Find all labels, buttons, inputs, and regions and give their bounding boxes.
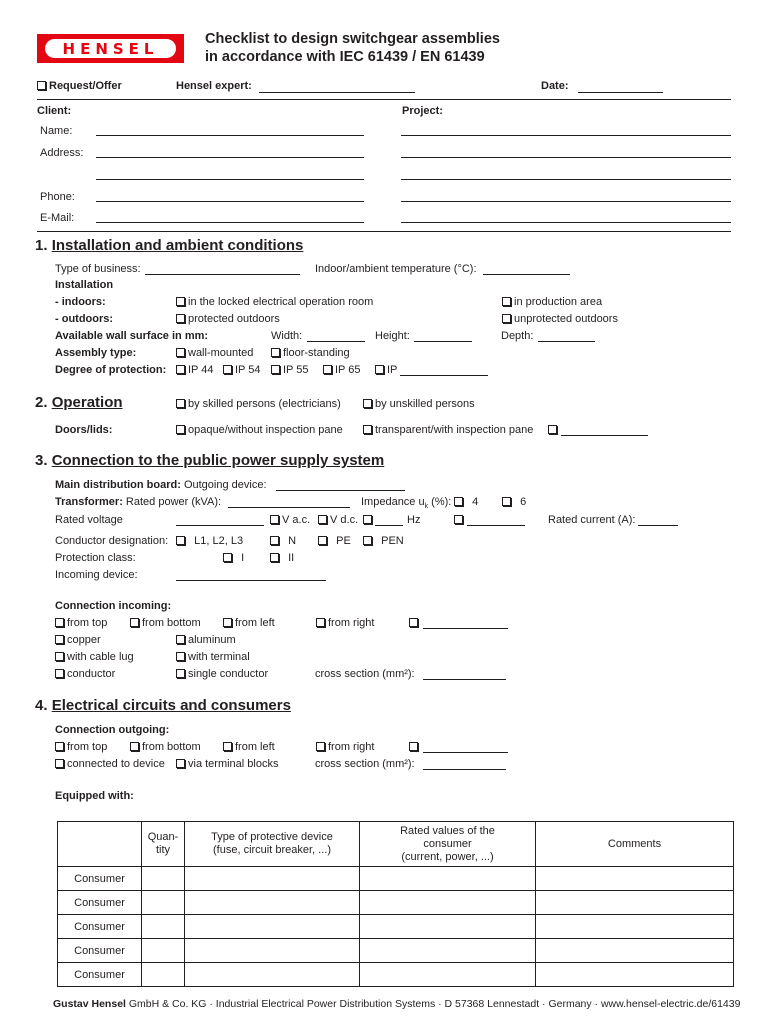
locked-room-option[interactable]: in the locked electrical operation room	[176, 296, 373, 308]
checkbox-icon[interactable]	[55, 669, 64, 678]
client-address-field-2[interactable]	[96, 179, 364, 180]
quantity-cell[interactable]	[142, 963, 185, 987]
project-field-5[interactable]	[401, 222, 731, 223]
footer-company: Gustav Hensel	[53, 998, 126, 1010]
checkbox-icon[interactable]	[55, 652, 64, 661]
wall-mounted-option[interactable]: wall-mounted	[176, 347, 253, 359]
checkbox-icon[interactable]	[55, 618, 64, 627]
in-other-field[interactable]	[423, 628, 508, 629]
checkbox-icon[interactable]	[409, 742, 418, 751]
checkbox-icon[interactable]	[318, 536, 327, 545]
incoming-device-field[interactable]	[176, 580, 326, 581]
email-label: E-Mail:	[40, 212, 75, 224]
checkbox-icon[interactable]	[130, 618, 139, 627]
table-header-comments: Comments	[536, 822, 734, 867]
title-line2: in accordance with IEC 61439 / EN 61439	[205, 49, 485, 65]
checkbox-icon[interactable]	[409, 618, 418, 627]
doors-label: Doors/lids:	[55, 424, 113, 436]
consumer-label: Consumer	[58, 867, 142, 891]
rated-current-label: Rated current (A):	[548, 514, 636, 526]
phone-label: Phone:	[40, 191, 75, 203]
production-area-option[interactable]: in production area	[502, 296, 602, 308]
installation-label: Installation	[55, 279, 114, 291]
vac-option[interactable]: V a.c.	[270, 514, 310, 526]
hz-label: Hz	[407, 514, 421, 526]
checkbox-icon[interactable]	[316, 618, 325, 627]
copper-option[interactable]: copper	[55, 634, 101, 646]
device-cell[interactable]	[185, 891, 360, 915]
table-row	[58, 915, 734, 939]
checkbox-icon[interactable]	[176, 399, 185, 408]
checkbox-icon[interactable]	[176, 348, 185, 357]
table-header-protective-device: Type of protective device (fuse, circuit breaker, ...)	[185, 822, 360, 867]
checkbox-icon[interactable]	[37, 81, 46, 90]
out-from-right-option[interactable]: from right	[316, 741, 374, 753]
vdc-option[interactable]: V d.c.	[318, 514, 358, 526]
checkbox-icon[interactable]	[223, 365, 232, 374]
assembly-type-label: Assembly type:	[55, 347, 137, 359]
comments-cell[interactable]	[536, 867, 734, 891]
date-field[interactable]	[578, 92, 663, 93]
checkbox-icon[interactable]	[176, 536, 185, 545]
conductor-designation-label: Conductor designation:	[55, 535, 169, 547]
equipment-table	[57, 821, 734, 987]
type-of-business-label: Type of business:	[55, 263, 141, 275]
ip55-option[interactable]: IP 55	[271, 364, 309, 376]
checkbox-icon[interactable]	[363, 515, 372, 524]
client-address-field[interactable]	[96, 157, 364, 158]
l123-option[interactable]: L1, L2, L3	[176, 535, 243, 547]
in-from-bottom-option[interactable]: from bottom	[130, 617, 201, 629]
checkbox-icon[interactable]	[502, 297, 511, 306]
comments-cell[interactable]	[536, 939, 734, 963]
quantity-cell[interactable]	[142, 915, 185, 939]
checkbox-icon[interactable]	[363, 425, 372, 434]
rated-power-field[interactable]	[228, 507, 350, 508]
n-option[interactable]: N	[270, 535, 296, 547]
incoming-device-label: Incoming device:	[55, 569, 138, 581]
voltage-other-field[interactable]	[467, 525, 525, 526]
indoors-label: - indoors:	[55, 296, 106, 308]
consumer-label: Consumer	[58, 915, 142, 939]
checkbox-icon[interactable]	[363, 399, 372, 408]
in-from-right-option[interactable]: from right	[316, 617, 374, 629]
checkbox-icon[interactable]	[223, 618, 232, 627]
date-label: Date:	[541, 80, 569, 92]
opaque-option[interactable]: opaque/without inspection pane	[176, 424, 343, 436]
impedance-6-option[interactable]: 6	[502, 496, 526, 508]
rated-current-field[interactable]	[638, 525, 678, 526]
checkbox-icon[interactable]	[548, 425, 557, 434]
wall-surface-label: Available wall surface in mm:	[55, 330, 209, 342]
device-cell[interactable]	[185, 963, 360, 987]
out-other-field[interactable]	[423, 752, 508, 753]
ip65-option[interactable]: IP 65	[323, 364, 361, 376]
table-row	[58, 891, 734, 915]
checkbox-icon[interactable]	[502, 314, 511, 323]
checkbox-icon[interactable]	[130, 742, 139, 751]
ip44-option[interactable]: IP 44	[176, 364, 214, 376]
class-2-option[interactable]: II	[270, 552, 294, 564]
checkbox-icon[interactable]	[176, 297, 185, 306]
checkbox-icon[interactable]	[270, 515, 279, 524]
in-from-left-option[interactable]: from left	[223, 617, 275, 629]
consumer-label: Consumer	[58, 963, 142, 987]
hensel-expert-label: Hensel expert:	[176, 80, 252, 92]
in-cross-section-field[interactable]	[423, 679, 506, 680]
checkbox-icon[interactable]	[55, 742, 64, 751]
depth-label: Depth:	[501, 330, 534, 342]
cable-lug-option[interactable]: with cable lug	[55, 651, 134, 663]
checkbox-icon[interactable]	[176, 669, 185, 678]
terminal-blocks-option[interactable]: via terminal blocks	[176, 758, 278, 770]
rated-values-cell[interactable]	[360, 939, 536, 963]
rated-values-cell[interactable]	[360, 867, 536, 891]
out-from-bottom-option[interactable]: from bottom	[130, 741, 201, 753]
doors-other-option[interactable]	[548, 424, 560, 436]
width-field[interactable]	[307, 341, 365, 342]
checkbox-icon[interactable]	[502, 497, 511, 506]
degree-protection-label: Degree of protection:	[55, 364, 167, 376]
checkbox-icon[interactable]	[223, 553, 232, 562]
title-line1: Checklist to design switchgear assemblies	[205, 31, 500, 47]
connection-incoming-label: Connection incoming:	[55, 600, 172, 612]
table-row	[58, 963, 734, 987]
table-header-row	[58, 822, 734, 867]
client-phone-field[interactable]	[96, 201, 364, 202]
connected-device-option[interactable]: connected to device	[55, 758, 165, 770]
checkbox-icon[interactable]	[271, 365, 280, 374]
type-of-business-field[interactable]	[145, 274, 300, 275]
conductor-option[interactable]: conductor	[55, 668, 115, 680]
indoor-temp-field[interactable]	[483, 274, 570, 275]
project-field-2[interactable]	[401, 157, 731, 158]
client-divider	[37, 231, 731, 232]
checkbox-icon[interactable]	[55, 759, 64, 768]
consumer-label: Consumer	[58, 939, 142, 963]
height-label: Height:	[375, 330, 410, 342]
table-header-quantity: Quan- tity	[142, 822, 185, 867]
equipped-with-label: Equipped with:	[55, 790, 134, 802]
client-label: Client:	[37, 105, 72, 117]
footer-details: GmbH & Co. KG · Industrial Electrical Power Distribution Systems · D 57368 Lennestadt · Germany · www.hensel-electric.de/61439	[125, 998, 741, 1010]
main-board-row: Main distribution board: Outgoing device:	[55, 479, 267, 491]
pe-option[interactable]: PE	[318, 535, 351, 547]
depth-field[interactable]	[538, 341, 595, 342]
out-cross-section-label: cross section (mm²):	[315, 758, 415, 770]
skilled-option[interactable]: by skilled persons (electricians)	[176, 398, 341, 410]
quantity-cell[interactable]	[142, 939, 185, 963]
voltage-other-option[interactable]	[454, 514, 466, 526]
checkbox-icon[interactable]	[176, 365, 185, 374]
device-cell[interactable]	[185, 867, 360, 891]
checkbox-icon[interactable]	[176, 425, 185, 434]
request-offer-option[interactable]: Request/Offer	[37, 80, 122, 92]
unskilled-option[interactable]: by unskilled persons	[363, 398, 475, 410]
project-label: Project:	[402, 105, 443, 117]
rated-values-cell[interactable]	[360, 963, 536, 987]
width-label: Width:	[271, 330, 303, 342]
hz-field[interactable]	[375, 525, 403, 526]
indoor-temp-label: Indoor/ambient temperature (°C):	[315, 263, 477, 275]
out-other-option[interactable]	[409, 741, 421, 753]
rated-values-cell[interactable]	[360, 891, 536, 915]
quantity-cell[interactable]	[142, 867, 185, 891]
in-cross-section-label: cross section (mm²):	[315, 668, 415, 680]
checkbox-icon[interactable]	[270, 553, 279, 562]
checkbox-icon[interactable]	[176, 635, 185, 644]
checkbox-icon[interactable]	[176, 652, 185, 661]
device-cell[interactable]	[185, 939, 360, 963]
logo-wordmark: HENSEL	[62, 39, 159, 58]
rated-voltage-label: Rated voltage	[55, 514, 123, 526]
checkbox-icon[interactable]	[454, 515, 463, 524]
hz-option[interactable]	[363, 514, 375, 526]
rated-values-cell[interactable]	[360, 915, 536, 939]
in-other-option[interactable]	[409, 617, 421, 629]
ip-other-option[interactable]: IP	[375, 364, 397, 376]
checkbox-icon[interactable]	[454, 497, 463, 506]
rated-voltage-field[interactable]	[176, 525, 264, 526]
ip-other-field[interactable]	[400, 375, 488, 376]
table-row	[58, 939, 734, 963]
quantity-cell[interactable]	[142, 891, 185, 915]
footer	[53, 998, 740, 1010]
impedance-4-option[interactable]: 4	[454, 496, 478, 508]
transformer-row: Transformer: Rated power (kVA):	[55, 496, 222, 508]
project-field-3[interactable]	[401, 179, 731, 180]
unprotected-outdoors-option[interactable]: unprotected outdoors	[502, 313, 618, 325]
table-header-rated-values: Rated values of the consumer (current, power, ...)	[360, 822, 536, 867]
section-2-heading: 2. Operation	[35, 394, 123, 411]
client-name-field[interactable]	[96, 135, 364, 136]
doors-other-field[interactable]	[561, 435, 648, 436]
impedance-label: Impedance $u_k$ (%):	[361, 496, 452, 511]
comments-cell[interactable]	[536, 963, 734, 987]
comments-cell[interactable]	[536, 915, 734, 939]
section-4-heading: 4. Electrical circuits and consumers	[35, 697, 291, 714]
checkbox-icon[interactable]	[176, 759, 185, 768]
out-from-left-option[interactable]: from left	[223, 741, 275, 753]
checkbox-icon[interactable]	[363, 536, 372, 545]
checkbox-icon[interactable]	[55, 635, 64, 644]
address-label: Address:	[40, 147, 84, 159]
header-divider	[37, 99, 731, 100]
hensel-logo	[37, 34, 184, 63]
outdoors-label: - outdoors:	[55, 313, 114, 325]
protected-outdoors-option[interactable]: protected outdoors	[176, 313, 280, 325]
out-from-top-option[interactable]: from top	[55, 741, 107, 753]
outgoing-device-field[interactable]	[276, 490, 405, 491]
checkbox-icon[interactable]	[176, 314, 185, 323]
aluminum-option[interactable]: aluminum	[176, 634, 236, 646]
single-conductor-option[interactable]: single conductor	[176, 668, 268, 680]
connection-outgoing-label: Connection outgoing:	[55, 724, 170, 736]
in-from-top-option[interactable]: from top	[55, 617, 107, 629]
checkbox-icon[interactable]	[323, 365, 332, 374]
pen-option[interactable]: PEN	[363, 535, 404, 547]
checkbox-icon[interactable]	[271, 348, 280, 357]
hensel-expert-field[interactable]	[259, 92, 415, 93]
transparent-option[interactable]: transparent/with inspection pane	[363, 424, 533, 436]
out-cross-section-field[interactable]	[423, 769, 506, 770]
height-field[interactable]	[414, 341, 472, 342]
checkbox-icon[interactable]	[316, 742, 325, 751]
project-field-4[interactable]	[401, 201, 731, 202]
with-terminal-option[interactable]: with terminal	[176, 651, 250, 663]
table-row	[58, 867, 734, 891]
checkbox-icon[interactable]	[318, 515, 327, 524]
consumer-label: Consumer	[58, 891, 142, 915]
checkbox-icon[interactable]	[223, 742, 232, 751]
client-email-field[interactable]	[96, 222, 364, 223]
protection-class-label: Protection class:	[55, 552, 136, 564]
floor-standing-option[interactable]: floor-standing	[271, 347, 350, 359]
checkbox-icon[interactable]	[375, 365, 384, 374]
comments-cell[interactable]	[536, 891, 734, 915]
section-3-heading: 3. Connection to the public power supply system	[35, 452, 385, 469]
ip54-option[interactable]: IP 54	[223, 364, 261, 376]
class-1-option[interactable]: I	[223, 552, 244, 564]
device-cell[interactable]	[185, 915, 360, 939]
checkbox-icon[interactable]	[270, 536, 279, 545]
project-field-1[interactable]	[401, 135, 731, 136]
name-label: Name:	[40, 125, 73, 137]
section-1-heading: 1. Installation and ambient conditions	[35, 237, 304, 254]
table-header	[58, 822, 142, 867]
